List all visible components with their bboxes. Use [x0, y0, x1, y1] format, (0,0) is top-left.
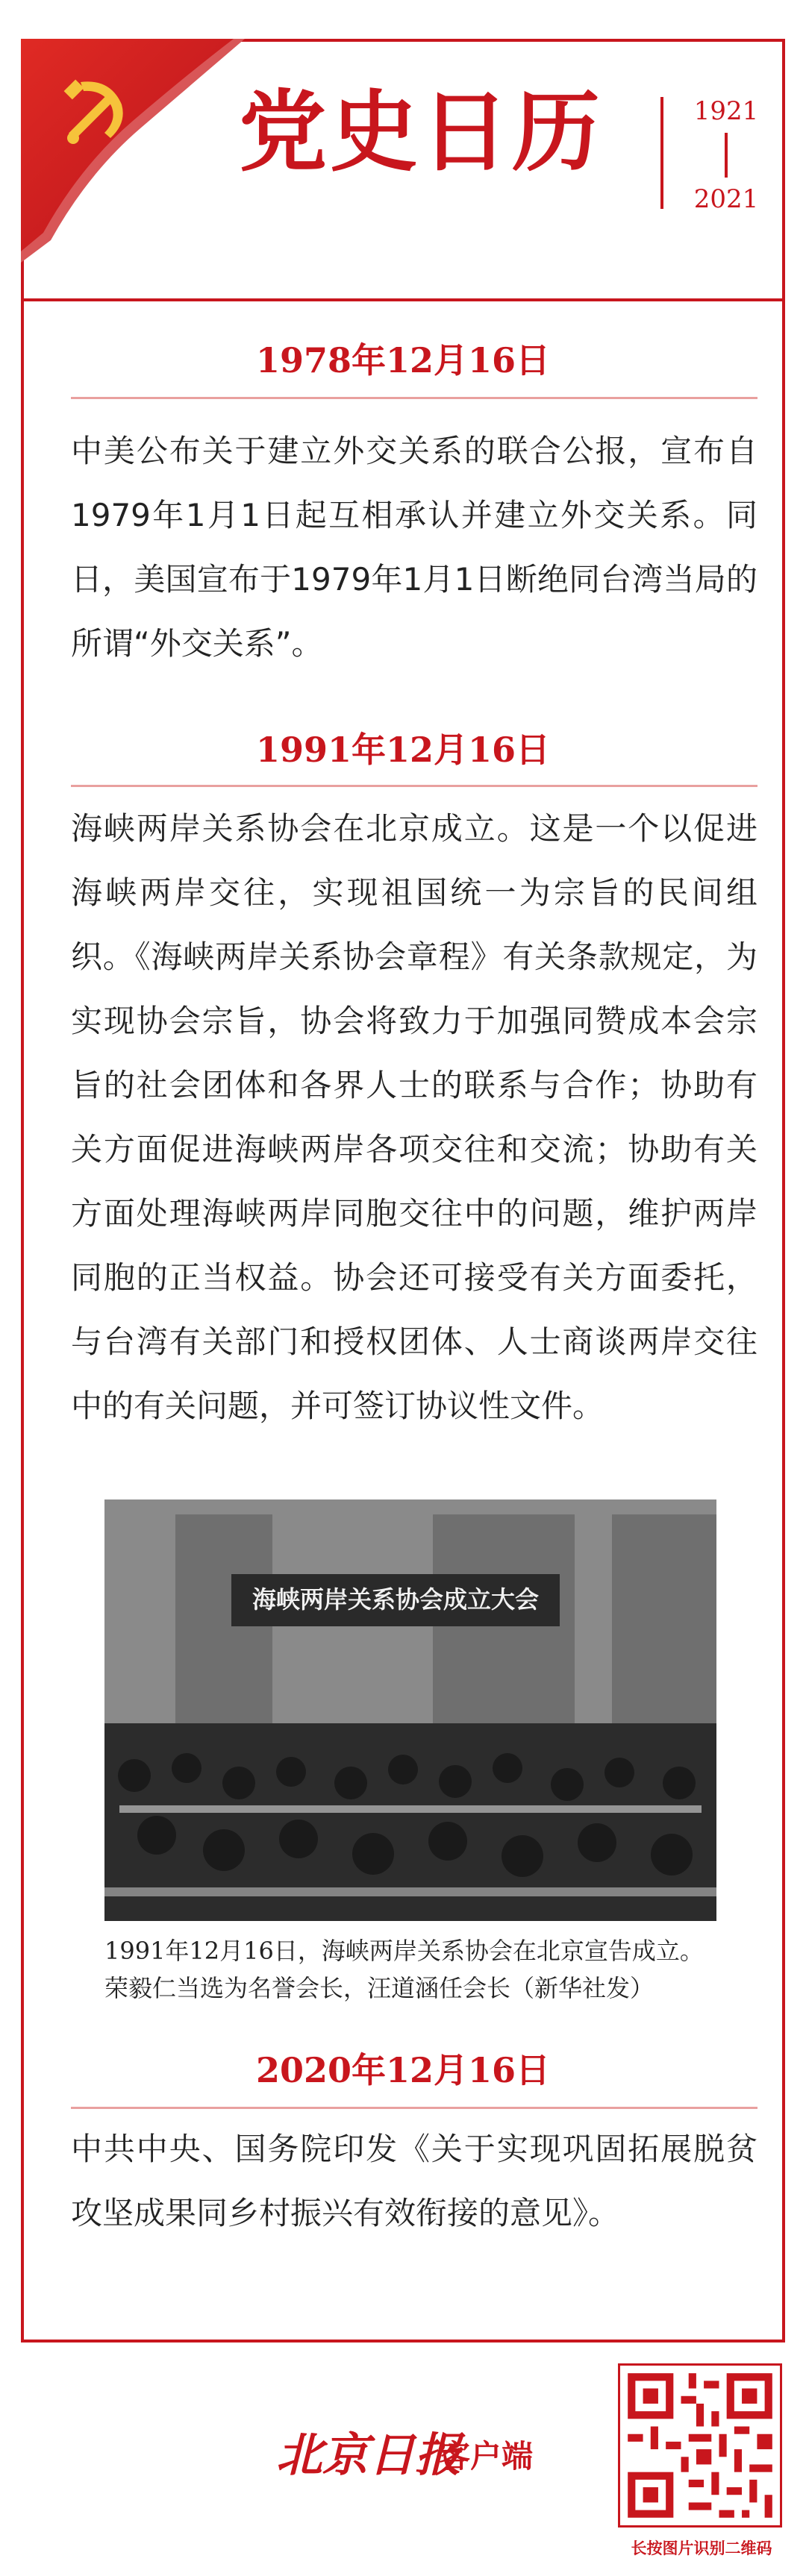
year-separator	[725, 133, 728, 178]
qr-caption: 长按图片识别二维码	[631, 2539, 772, 2557]
page-title: 党史日历	[239, 80, 604, 184]
entry-date: 2020年12月16日	[255, 2050, 551, 2090]
entry-text: 中共中央、国务院印发《关于实现巩固拓展脱贫攻坚成果同乡村振兴有效衔接的意见》。	[71, 2131, 757, 2231]
entry-date: 1978年12月16日	[255, 340, 551, 380]
date-rule	[71, 2107, 757, 2109]
photo-caption: 1991年12月16日，海峡两岸关系协会在北京宣告成立。荣毅仁当选为名誉会长，汪道涵任会长（新华社发）	[104, 1937, 704, 2002]
qr-code-icon	[620, 2366, 780, 2525]
year-range	[678, 98, 775, 212]
date-rule	[71, 397, 757, 399]
date-rule	[71, 785, 757, 787]
entry-date: 1991年12月16日	[255, 730, 551, 770]
entry-text: 海峡两岸关系协会在北京成立。这是一个以促进海峡两岸交往，实现祖国统一为宗旨的民间组织。《海峡两岸关系协会章程》有关条款规定，为实现协会宗旨，协会将致力于加强同赞成本会宗旨的社会团体和各界人士的联系与合作；协助有关方面促进海峡两岸各项交往和交流；协助有关方面处理海峡两岸同胞交往中的问题，维护两岸同胞的正当权益。协会还可接受有关方面委托，与台湾有关部门和授权团体、人士商谈两岸交往中的有关问题，并可签订协议性文件。	[71, 810, 757, 1424]
qr-code[interactable]	[618, 2363, 782, 2528]
newspaper-logo: 北京日报	[276, 2428, 462, 2482]
entry-text: 中美公布关于建立外交关系的联合公报，宣布自1979年1月1日起互相承认并建立外交关系。同日，美国宣布于1979年1月1日断绝同台湾当局的所谓“外交关系”。	[71, 433, 757, 662]
title-divider	[660, 97, 663, 209]
year-end: 2021	[693, 184, 759, 214]
photo-scene	[104, 1499, 716, 1921]
photo-banner: 海峡两岸关系协会成立大会	[252, 1585, 540, 1614]
event-photo	[104, 1499, 716, 1921]
app-label: 客户端	[439, 2438, 534, 2475]
year-start: 1921	[693, 96, 759, 126]
header-rule	[24, 298, 782, 301]
